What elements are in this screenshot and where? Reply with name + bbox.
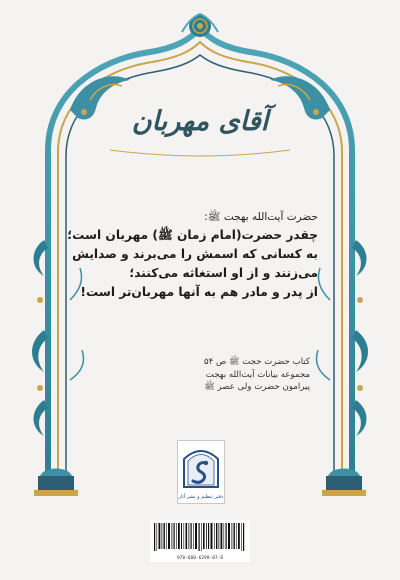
source-citation xyxy=(150,356,310,394)
quote-line: چقدر حضرت(امام زمان ﷺ) مهربان است؛ xyxy=(67,228,318,242)
quote-block xyxy=(67,208,318,302)
publisher-emblem-icon xyxy=(178,441,224,491)
title-flourish xyxy=(110,150,290,156)
source-line: پیرامون حضرت ولی عصر ﷺ xyxy=(204,382,310,392)
quote-line: از پدر و مادر هم به آنها مهربان‌تر است! xyxy=(80,285,318,299)
publisher-logo xyxy=(177,440,225,504)
isbn-barcode xyxy=(150,520,250,562)
quote-line: می‌زنند و از او استغاثه می‌کنند؛ xyxy=(129,266,318,280)
quote-line: به کسانی که اسمش را می‌برند و صدایش xyxy=(72,247,318,261)
book-title: آقای مهربان xyxy=(131,106,269,137)
left-pillar-base xyxy=(34,469,78,497)
publisher-caption: دفتر تنظیم و نشر آثار xyxy=(178,494,224,500)
right-pillar-base xyxy=(322,469,366,497)
quote-attribution: حضرت آیت‌الله بهجت ﷺ: xyxy=(204,211,318,223)
barcode-bars-icon xyxy=(150,520,250,554)
source-line: مجموعه بیانات آیت‌الله بهجت xyxy=(205,369,310,380)
isbn-number: 978-600-6299-07-6 xyxy=(176,556,224,561)
top-medallion-ornament xyxy=(182,14,218,37)
source-line: کتاب حضرت حجت ﷺ ص ۵۴ xyxy=(204,357,310,367)
